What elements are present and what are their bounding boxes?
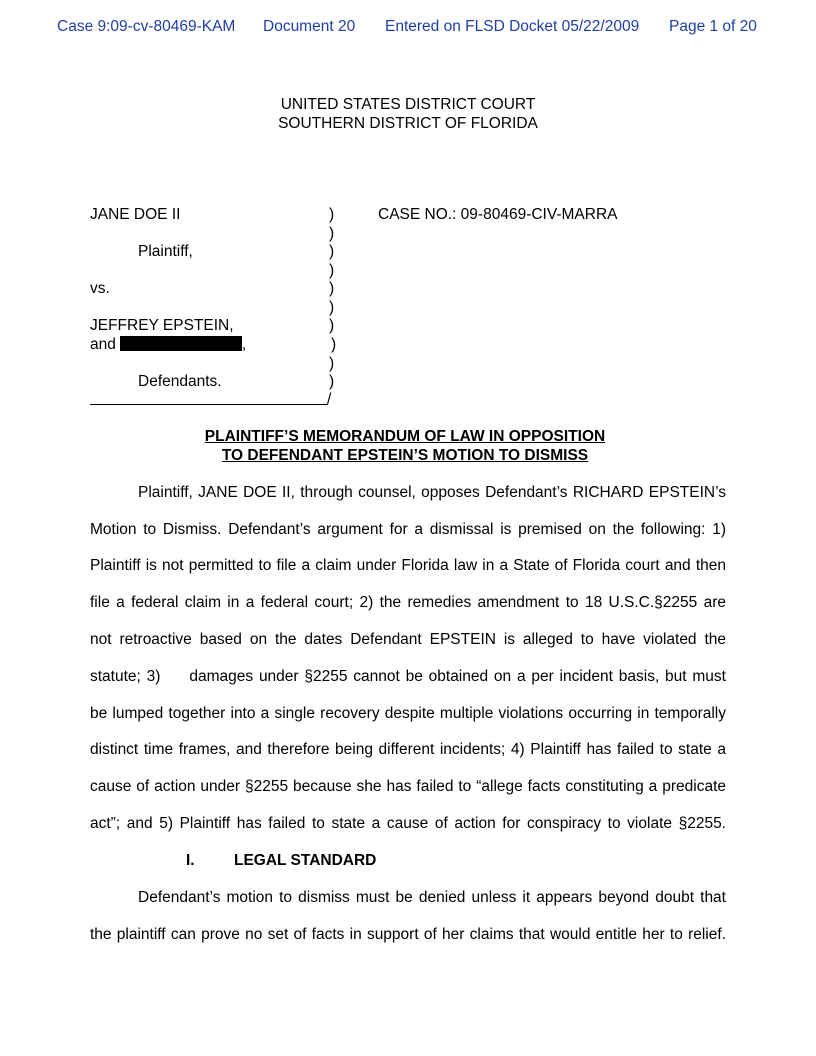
section-title: LEGAL STANDARD <box>234 852 377 869</box>
body-line: Defendant’s motion to dismiss must be denied unless it appears beyond doubt that <box>138 889 726 906</box>
memorandum-title-line1: PLAINTIFF’S MEMORANDUM OF LAW IN OPPOSITION <box>204 428 606 445</box>
body-line: cause of action under §2255 because she has failed to “allege facts constituting a predicate <box>90 778 726 795</box>
case-number: CASE NO.: 09-80469-CIV-MARRA <box>378 206 618 223</box>
docket-page-number: Page 1 of 20 <box>669 18 757 35</box>
body-line: Motion to Dismiss. Defendant’s argument for a dismissal is premised on the following: 1) <box>90 521 726 538</box>
docket-case-number: Case 9:09-cv-80469-KAM <box>57 18 236 35</box>
caption-underline <box>90 404 328 405</box>
memorandum-title-line2: TO DEFENDANT EPSTEIN’S MOTION TO DISMISS <box>221 447 589 464</box>
caption-slash: / <box>327 391 332 408</box>
caption-paren: ) <box>329 373 335 390</box>
court-district: SOUTHERN DISTRICT OF FLORIDA <box>278 115 538 132</box>
body-line: not retroactive based on the dates Defendant EPSTEIN is alleged to have violated the <box>90 631 726 648</box>
caption-paren: ) <box>329 299 335 316</box>
caption-paren: ) <box>329 355 335 372</box>
section-number: I. <box>186 852 195 869</box>
defendant-and-suffix: , <box>241 336 247 353</box>
plaintiff-name: JANE DOE II <box>90 206 181 223</box>
body-line: the plaintiff can prove no set of facts in support of her claims that would entitle her to relief. <box>90 926 726 943</box>
caption-paren: ) <box>329 206 335 223</box>
plaintiff-role: Plaintiff, <box>138 243 193 260</box>
redaction-block <box>120 336 242 351</box>
defendant-and: and <box>90 336 116 353</box>
body-line: statute; 3) damages under §2255 cannot be obtained on a per incident basis, but must <box>90 668 726 685</box>
body-line: be lumped together into a single recovery despite multiple violations occurring in temporally <box>90 705 726 722</box>
caption-paren: ) <box>329 225 335 242</box>
defendant-name: JEFFREY EPSTEIN, <box>90 317 234 334</box>
caption-paren: ) <box>329 262 335 279</box>
body-line: file a federal claim in a federal court; 2) the remedies amendment to 18 U.S.C.§2255 are <box>90 594 726 611</box>
caption-paren: ) <box>329 280 335 297</box>
court-name: UNITED STATES DISTRICT COURT <box>280 96 536 113</box>
body-line: act”; and 5) Plaintiff has failed to state a cause of action for conspiracy to violate §2255. <box>90 815 726 832</box>
body-line: Plaintiff, JANE DOE II, through counsel, opposes Defendant’s RICHARD EPSTEIN’s <box>138 484 726 501</box>
caption-paren: ) <box>331 336 337 353</box>
caption-paren: ) <box>329 243 335 260</box>
defendant-second-line <box>90 336 246 354</box>
versus-label: vs. <box>90 280 110 297</box>
body-line: distinct time frames, and therefore being different incidents; 4) Plaintiff has failed to state a <box>90 741 726 758</box>
caption-paren: ) <box>329 317 335 334</box>
defendant-role: Defendants. <box>138 373 222 390</box>
body-line: Plaintiff is not permitted to file a claim under Florida law in a State of Florida court and then <box>90 557 726 574</box>
docket-document-number: Document 20 <box>263 18 356 35</box>
docket-entered-date: Entered on FLSD Docket 05/22/2009 <box>385 18 640 35</box>
